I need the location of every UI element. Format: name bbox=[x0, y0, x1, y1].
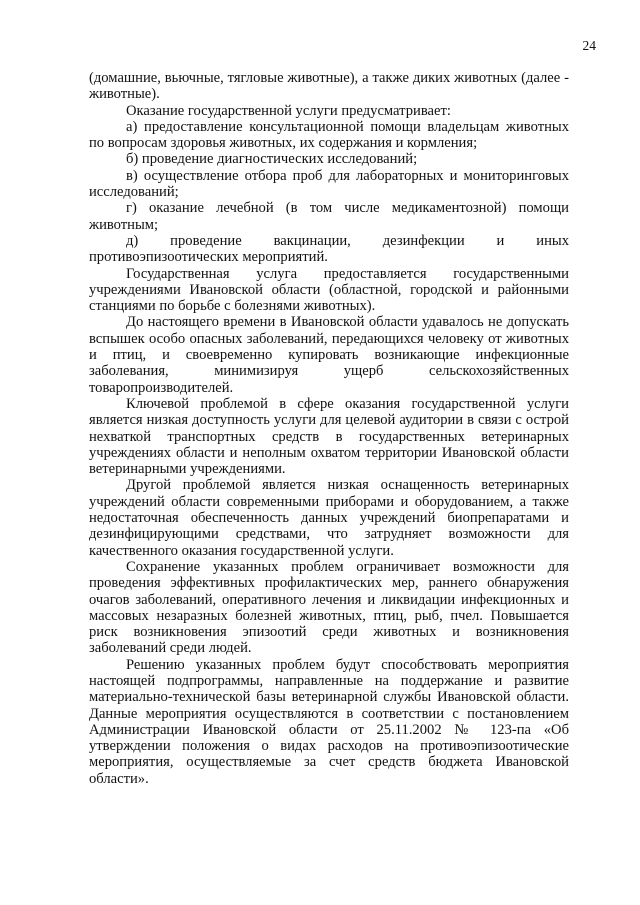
list-item: а) предоставление консультационной помощи владельцам животных по вопросам здоровья животных, их содержания и кормления; bbox=[89, 118, 569, 152]
list-item: г) оказание лечебной (в том числе медикаментозной) помощи животным; bbox=[89, 200, 569, 233]
page-number: 24 bbox=[582, 38, 596, 53]
paragraph: Решению указанных проблем будут способствовать мероприятия настоящей подпрограммы, направленные на поддержание и развитие материально-технической базы ветеринарной службы Ивановской области. Данные мероприятия осуществляются в соответствии с постановлением Администрации Ивановской области от 25.11.2002 № 123-па «Об утверждении положения о видах расходов на противоэпизоотические мероприятия, осуществляемые за счет средств бюджета Ивановской области». bbox=[89, 656, 569, 787]
document-body bbox=[89, 70, 569, 787]
list-item: в) осуществление отбора проб для лабораторных и мониторинговых исследований; bbox=[89, 167, 569, 201]
paragraph: Государственная услуга предоставляется государственными учреждениями Ивановской области (областной, городской и районными станциями по борьбе с болезнями животных). bbox=[89, 265, 569, 315]
list-item: б) проведение диагностических исследований; bbox=[126, 151, 418, 168]
paragraph: Ключевой проблемой в сфере оказания государственной услуги является низкая доступность услуги для целевой аудитории в связи с острой нехваткой транспортных средств в государственных ветеринарных учреждениях области и неполным охватом территории Ивановской области ветеринарными учреждениями. bbox=[89, 395, 569, 478]
paragraph: (домашние, вьючные, тягловые животные), а также диких животных (далее - животные). bbox=[89, 70, 569, 103]
paragraph: Оказание государственной услуги предусматривает: bbox=[126, 102, 451, 119]
paragraph: Другой проблемой является низкая оснащенность ветеринарных учреждений области современными приборами и оборудованием, а также недостаточная обеспеченность данных учреждений биопрепаратами и дезинфицирующими средствами, что затрудняет возможности для качественного оказания государственной услуги. bbox=[89, 477, 569, 559]
list-item: д) проведение вакцинации, дезинфекции и иных противоэпизоотических мероприятий. bbox=[89, 232, 569, 266]
paragraph: До настоящего времени в Ивановской области удавалось не допускать вспышек особо опасных заболеваний, передающихся человеку от животных и птиц, и своевременно купировать возникающие инфекционные заболевания, минимизируя ущерб сельскохозяйственных товаропроизводителей. bbox=[89, 314, 569, 396]
paragraph: Сохранение указанных проблем ограничивает возможности для проведения эффективных профилактических мер, раннего обнаружения очагов заболеваний, оперативного лечения и ликвидации инфекционных и массовых незаразных болезней животных, птиц, рыб, пчел. Повышается риск возникновения эпизоотий среди животных и возникновения заболеваний среди людей. bbox=[89, 558, 569, 657]
